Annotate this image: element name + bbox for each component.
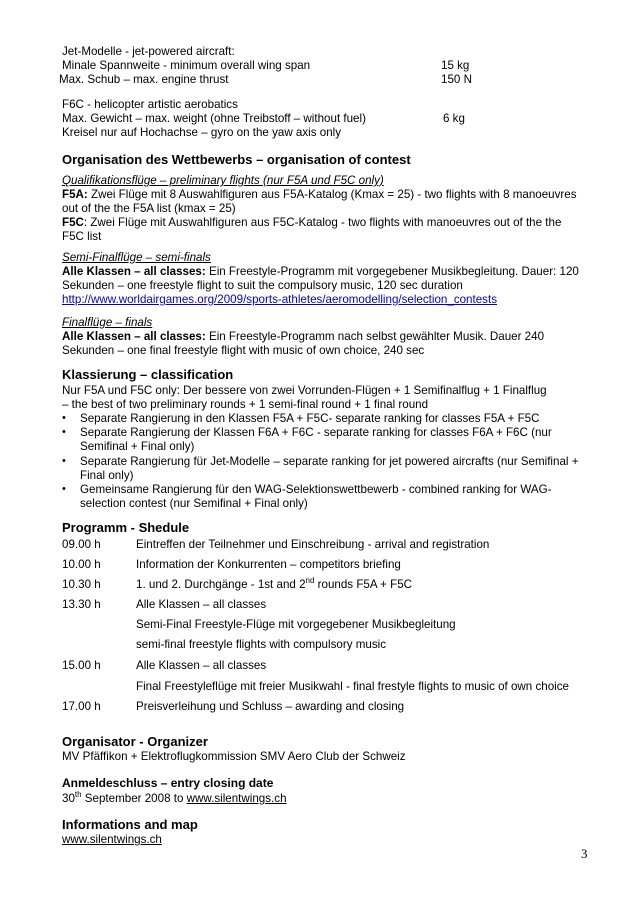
schedule-text: Information der Konkurrenten – competitors briefing [136,558,401,571]
schedule-text-b: rounds F5A + F5C [314,578,413,591]
jet-wing-span-label: Minale Spannweite - minimum overall wing span [62,59,311,72]
bullet-icon: • [62,412,66,424]
f5a-line-1 [62,188,577,202]
schedule-time: 10.30 h [62,578,101,591]
schedule-text: Alle Klassen – all classes [136,659,267,672]
selection-contests-link[interactable]: http://www.worldairgames.org/2009/sports-athletes/aeromodelling/selection_contests [62,293,497,306]
classification-bullet-3a: Separate Rangierung für Jet-Modelle – separate ranking for jet powered aircrafts (nur Semifinal + [80,455,579,468]
final-text-1: Ein Freestyle-Programm nach selbst gewählter Musik. Dauer 240 [205,330,545,343]
f5c-text-1: : Zwei Flüge mit Auswahlfiguren aus F5C-Katalog - two flights with manoeuvres out of the the [83,216,562,229]
page-number: 3 [581,846,588,861]
f5a-text-1: Zwei Flüge mit 8 Auswahlfiguren aus F5A-Katalog (Kmax = 25) - two flights with 8 manoeuvres [87,188,577,201]
closing-heading: Anmeldeschluss – entry closing date [62,776,274,790]
qualification-title: Qualifikationsflüge – preliminary flights (nur F5A und F5C only) [62,174,384,187]
schedule-time: 09.00 h [62,538,101,551]
bullet-icon: • [62,483,66,495]
semi-final-text-1: Ein Freestyle-Programm mit vorgegebener Musikbegleitung. Dauer: 120 [205,265,579,278]
organisation-heading: Organisation des Wettbewerbs – organisation of contest [62,152,411,167]
f5c-line-1 [62,216,561,230]
schedule-time: 13.30 h [62,598,101,611]
schedule-text: Eintreffen der Teilnehmer und Einschreibung - arrival and registration [136,538,490,551]
schedule-time: 15.00 h [62,659,101,672]
classification-bullet-4a: Gemeinsame Rangierung für den WAG-Selektionswettbewerb - combined ranking for WAG- [80,483,552,496]
classification-heading: Klassierung – classification [62,367,234,382]
classification-bullet-3b: Final only) [80,469,134,482]
f5c-line-2: F5C list [62,230,102,243]
schedule-sup: nd [305,576,315,586]
bullet-icon: • [62,455,66,467]
organizer-text: MV Pfäffikon + Elektroflugkommission SMV Aero Club der Schweiz [62,750,406,763]
f6c-weight-value: 6 kg [443,112,465,125]
f5c-label: F5C [62,216,84,229]
schedule-text [136,578,412,592]
semi-final-line-2: Sekunden – one freestyle flight to suit the compulsory music, 120 sec duration [62,279,463,292]
schedule-time: 17.00 h [62,700,101,713]
jet-title: Jet-Modelle - jet-powered aircraft: [62,45,235,58]
classification-bullet-1: Separate Rangierung in den Klassen F5A + F5C- separate ranking for classes F5A + F5C [80,412,540,425]
closing-day: 30 [62,792,75,805]
closing-date [62,792,287,806]
f5a-line-2: out of the the F5A list (kmax = 25) [62,202,236,215]
final-line-1 [62,330,544,344]
f6c-gyro: Kreisel nur auf Hochachse – gyro on the yaw axis only [62,126,342,139]
final-label: Alle Klassen – all classes: [62,330,206,343]
final-line-2: Sekunden – one final freestyle flight with music of own choice, 240 sec [62,344,425,357]
f6c-title: F6C - helicopter artistic aerobatics [62,98,238,111]
info-heading: Informations and map [62,817,198,832]
jet-wing-span-value: 15 kg [441,59,470,72]
classification-bullet-2b: Semifinal + Final only) [80,440,195,453]
classification-bullet-2a: Separate Rangierung der Klassen F6A + F6C - separate ranking for classes F6A + F6C (nur [80,426,552,439]
schedule-text-a: 1. und 2. Durchgänge - 1st and 2 [136,578,306,591]
bullet-icon: • [62,426,66,438]
schedule-text: Preisverleihung und Schluss – awarding and closing [136,700,405,713]
classification-line-1: Nur F5A und F5C only: Der bessere von zwei Vorrunden-Flügen + 1 Semifinalflug + 1 Finalflug [62,384,547,397]
classification-bullet-4b: selection contest (nur Semifinal + Final only) [80,497,308,510]
jet-thrust-value: 150 N [441,73,472,86]
classification-line-2: – the best of two preliminary rounds + 1 semi-final round + 1 final round [62,398,429,411]
schedule-text: Final Freestyleflüge mit freier Musikwahl - final frestyle flights to music of own choice [136,680,569,693]
schedule-text: semi-final freestyle flights with compulsory music [136,638,386,651]
f6c-weight-label: Max. Gewicht – max. weight (ohne Treibstoff – without fuel) [62,112,366,125]
closing-link[interactable]: www.silentwings.ch [186,792,287,805]
jet-thrust-label: Max. Schub – max. engine thrust [59,73,229,86]
semi-final-line-1 [62,265,579,279]
schedule-time: 10.00 h [62,558,101,571]
schedule-text: Semi-Final Freestyle-Flüge mit vorgegebener Musikbegleitung [136,618,456,631]
closing-day-sup: th [74,790,82,800]
f5a-label: F5A: [62,188,88,201]
semi-final-label: Alle Klassen – all classes: [62,265,206,278]
closing-text: September 2008 to [81,792,187,805]
semi-final-title: Semi-Finalflüge – semi-finals [62,251,211,264]
schedule-text: Alle Klassen – all classes [136,598,267,611]
final-title: Finalflüge – finals [62,316,153,329]
organizer-heading: Organisator - Organizer [62,734,208,749]
schedule-heading: Programm - Shedule [62,520,190,535]
info-link[interactable]: www.silentwings.ch [62,833,162,846]
